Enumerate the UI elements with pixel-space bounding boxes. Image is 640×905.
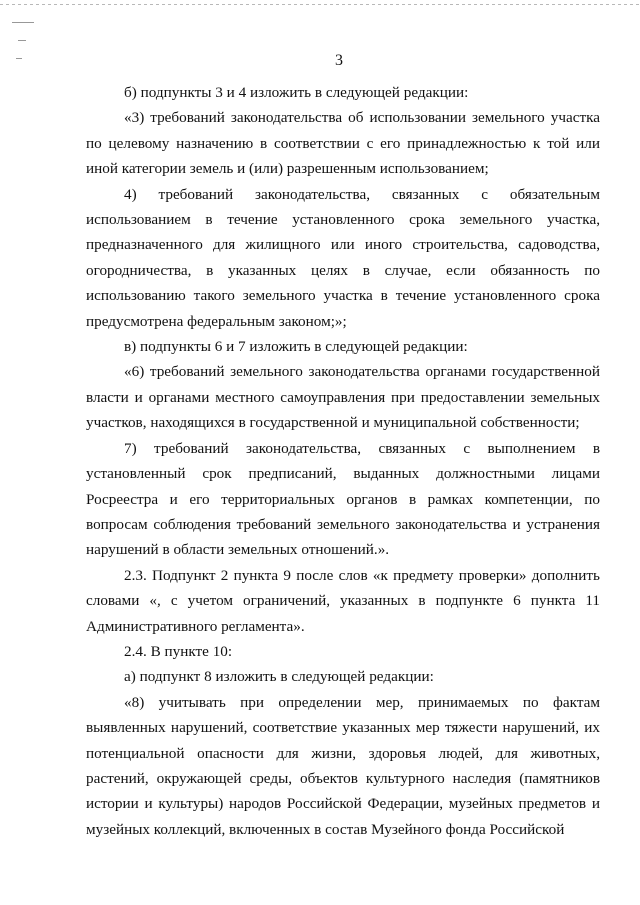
- paragraph-3: 4) требований законодательства, связанных с обязательным использованием в течение установленного срока земельного участка, предназначенного для жилищного или иного строительства, садоводства, огородничества, в указанных целях в случае, если обязанность по использованию такого земельного участка в течение установленного срока предусмотрена федеральным законом;»;: [86, 185, 600, 330]
- paragraph-2: «3) требований законодательства об использовании земельного участка по целевому назначению в соответствии с его принадлежностью к той или иной категории земель и (или) разрешенным использованием;: [86, 109, 600, 178]
- scan-mark: [12, 22, 34, 23]
- scan-top-edge: [0, 4, 640, 5]
- paragraph-9: а) подпункт 8 изложить в следующей редакции:: [124, 668, 434, 686]
- paragraph-7: 2.3. Подпункт 2 пункта 9 после слов «к предмету проверки» дополнить словами «, с учетом ограничений, указанных в подпункте 6 пункта 11 Административного регламента».: [86, 566, 600, 635]
- page-number: 3: [335, 52, 343, 69]
- paragraph-8: 2.4. В пункте 10:: [124, 642, 233, 660]
- scan-mark: [18, 40, 26, 41]
- paragraph-1: б) подпункты 3 и 4 изложить в следующей редакции:: [124, 84, 469, 101]
- document-body: [86, 80, 600, 842]
- paragraph-4: в) подпункты 6 и 7 изложить в следующей редакции:: [124, 338, 468, 356]
- paragraph-6: 7) требований законодательства, связанных с выполнением в установленный срок предписаний, выданных должностными лицами Росреестра и его территориальных органов в рамках компетенции, по вопросам соблюдения требований земельного законодательства и устранения нарушений в области земельных отношений.».: [86, 439, 600, 559]
- paragraph-10: «8) учитывать при определении мер, принимаемых по фактам выявленных нарушений, соответствие указанных мер тяжести нарушений, их потенциальной опасности для жизни, здоровья людей, для животных, растений, окружающей среды, объектов культурного наследия (памятников истории и культуры) народов Российской Федерации, музейных предметов и музейных коллекций, включенных в состав Музейного фонда Российской: [86, 693, 600, 838]
- paragraph-5: «6) требований земельного законодательства органами государственной власти и органами местного самоуправления при предоставлении земельных участков, находящихся в государственной и муниципальной собственности;: [86, 363, 600, 432]
